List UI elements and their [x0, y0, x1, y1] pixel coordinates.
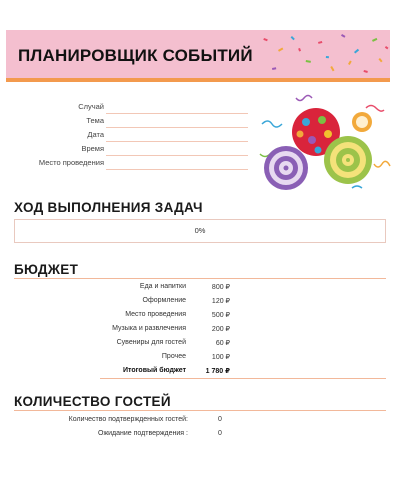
header-banner	[6, 30, 390, 78]
budget-row-value[interactable]: 500 ₽	[211, 312, 230, 319]
budget-row	[0, 350, 400, 364]
party-hats-illustration	[256, 94, 392, 198]
field-label-occasion: Случай	[78, 102, 104, 111]
budget-row	[0, 280, 400, 294]
budget-total-label: Итоговый бюджет	[122, 367, 186, 374]
budget-row-label: Прочее	[161, 353, 186, 360]
budget-row	[0, 308, 400, 322]
budget-row-label: Оформление	[142, 297, 186, 304]
guests-pending-label: Ожидание подтверждения :	[98, 430, 188, 437]
budget-row	[0, 322, 400, 336]
budget-row-label: Еда и напитки	[139, 283, 186, 290]
field-label-theme: Тема	[86, 116, 104, 125]
budget-row-value[interactable]: 120 ₽	[211, 298, 230, 305]
budget-total-rule	[100, 378, 386, 379]
guests-confirmed-label: Количество подтвержденных гостей:	[68, 416, 188, 423]
budget-row-label: Сувениры для гостей	[116, 339, 186, 346]
progress-bar	[14, 219, 386, 243]
guests-confirmed-row	[0, 414, 400, 427]
budget-section-rule	[14, 278, 386, 279]
guests-section-title: КОЛИЧЕСТВО ГОСТЕЙ	[14, 394, 171, 409]
progress-percentage: 0%	[194, 226, 206, 235]
budget-row-label: Место проведения	[125, 311, 186, 318]
field-line-venue[interactable]	[106, 169, 248, 170]
guests-pending-value: 0	[218, 430, 222, 437]
progress-section-title: ХОД ВЫПОЛНЕНИЯ ЗАДАЧ	[14, 200, 203, 215]
budget-total-row	[0, 364, 400, 378]
budget-row-value[interactable]: 100 ₽	[211, 354, 230, 361]
budget-row-value[interactable]: 800 ₽	[211, 284, 230, 291]
budget-row-value[interactable]: 60 ₽	[215, 340, 230, 347]
guests-confirmed-value: 0	[218, 416, 222, 423]
budget-row	[0, 294, 400, 308]
page-title: ПЛАНИРОВЩИК СОБЫТИЙ	[18, 46, 253, 65]
budget-row	[0, 336, 400, 350]
budget-row-value[interactable]: 200 ₽	[211, 326, 230, 333]
budget-total-value: 1 780 ₽	[205, 368, 230, 375]
field-label-date: Дата	[87, 130, 104, 139]
field-label-time: Время	[81, 144, 104, 153]
header-accent-bar	[6, 78, 390, 82]
budget-row-label: Музыка и развлечения	[112, 325, 186, 332]
guests-section-rule	[14, 410, 386, 411]
field-label-venue: Место проведения	[38, 158, 104, 167]
guests-pending-row	[0, 428, 400, 441]
budget-section-title: БЮДЖЕТ	[14, 262, 79, 277]
